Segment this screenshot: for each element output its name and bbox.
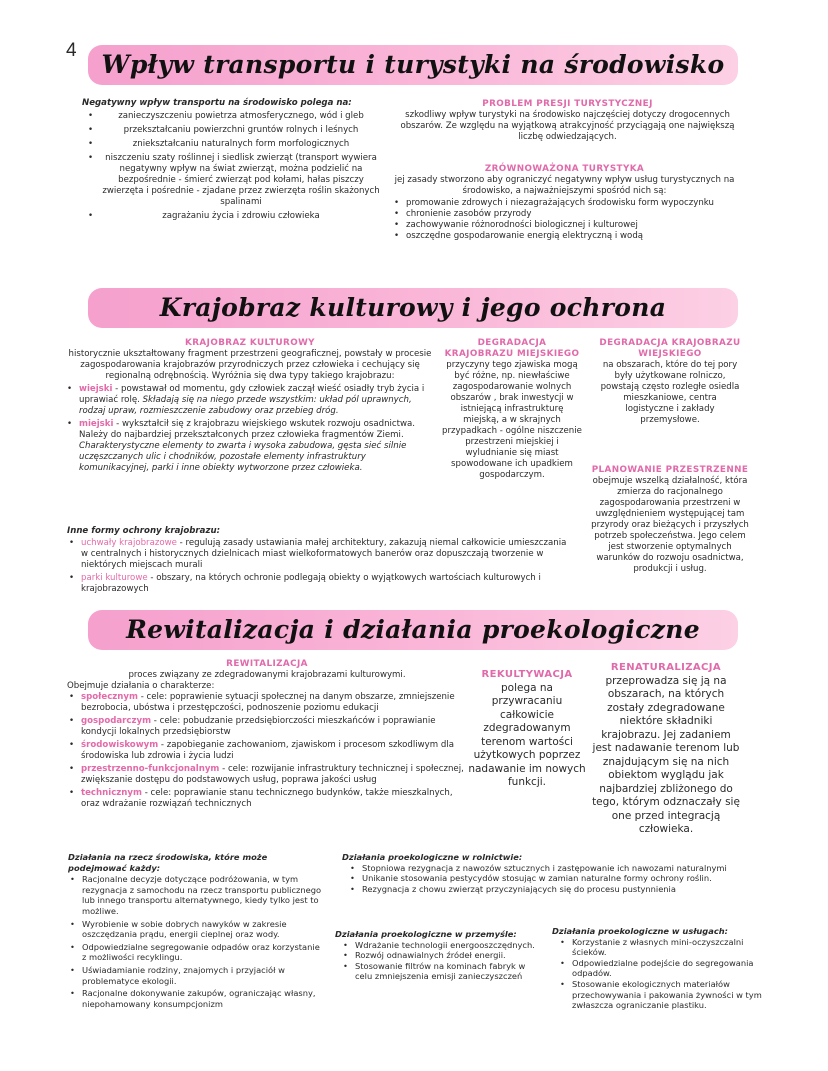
list-item: • Uświadamianie rodziny, znajomych i przyjaciół w problematyce ekologii. [68, 965, 326, 986]
degradacja-wiejska-block [598, 338, 742, 426]
degradacja-wiejska-heading: DEGRADACJA KRAJOBRAZU WIEJSKIEGO [599, 338, 741, 359]
section3-title: Rewitalizacja i działania proekologiczne [126, 615, 700, 644]
list-item: • Korzystanie z własnych mini-oczyszczalni ścieków. [558, 937, 764, 958]
list-item: • Wdrażanie technologii energooszczędnych. [341, 940, 543, 951]
parki-label: parki kulturowe [81, 573, 148, 583]
krajobraz-kulturowy-intro: historycznie ukształtowany fragment przestrzeni geograficznej, powstały w procesie zagospodarowania krajobrazów przyrodniczych przez człowieka i cechujący się regionalną odrębnością. Wyróżnia się dwa typy takiego krajobrazu: [68, 349, 432, 381]
spoleczny-text: - cele: poprawienie sytuacji społecznej na danym obszarze, zmniejszenie bezrobocia, ubóstwa i przestępczości, podnoszenie poziomu edukacji [81, 692, 455, 713]
list-item: • zagrażaniu życia i zdrowiu człowieka [86, 211, 382, 222]
list-item: • chronienie zasobów przyrody [392, 209, 737, 220]
transport-negative-list [82, 111, 382, 222]
techniczny-text: - cele: poprawianie stanu technicznego budynków, także mieszkalnych, oraz wdrażanie rozwiązań technicznych [81, 788, 453, 809]
rekultywacja-text: polega na przywracaniu całkowicie zdegradowanym terenom wartości użytkowych poprzez nadawanie im nowych funkcji. [468, 681, 586, 788]
gospodarczy-label: gospodarczym [81, 716, 152, 726]
rolnictwo-block [342, 852, 762, 894]
section1-title: Wpływ transportu i turystyki na środowisko [101, 50, 725, 79]
dzialania-kazdy-heading: Działania na rzecz środowiska, które może podejmować każdy: [68, 852, 268, 873]
zrownowazona-block [392, 164, 737, 242]
przestrzenny-text: - cele: rozwijanie infrastruktury technicznej i społecznej, zwiększanie dostępu do podstawowych usług, poprawa jakości usług [81, 764, 464, 785]
uchwaly-label: uchwały krajobrazowe [81, 538, 177, 548]
degradacja-wiejska-text: na obszarach, które do tej pory były użytkowane rolniczo, powstają często rozległe osiedla mieszkaniowe, centra logistyczne i zakłady przemysłowe. [600, 360, 740, 425]
list-item: • zniekształcaniu naturalnych form morfologicznych [86, 139, 382, 150]
degradacja-miejska-block [442, 338, 582, 481]
planowanie-heading: PLANOWANIE PRZESTRZENNE [591, 465, 749, 475]
spoleczny-label: społecznym [81, 692, 138, 702]
parki-text: - obszary, na których ochronie podlegają obiekty o wyjątkowych wartościach kulturowych i krajobrazowych [81, 573, 541, 594]
list-item: • niszczeniu szaty roślinnej i siedlisk zwierząt (transport wywiera negatywny wpływ na świat zwierząt, można podzielić na bezpośrednie - śmierć zwierząt pod kołami, hałas piszczy zwierzęta i pośrednie - zjadane przez zwierzęta roślin skażonych spalinami [86, 153, 382, 208]
section2-banner [88, 288, 738, 328]
list-item: • Odpowiedzialne podejście do segregowania odpadów. [558, 958, 764, 979]
rewitalizacja-intro1: proces związany ze zdegradowanymi krajobrazami kulturowymi. [128, 670, 406, 680]
presja-text: szkodliwy wpływ turystyki na środowisko najczęściej dotyczy drogocennych obszarów. Ze względu na wyjątkową atrakcyjność przyciągają one największą liczbę odwiedzających. [400, 110, 735, 142]
rekultywacja-block [468, 668, 586, 790]
przemysl-list [335, 940, 543, 982]
inne-formy-heading: Inne formy ochrony krajobrazu: [67, 526, 221, 536]
uchwaly-text: - regulują zasady ustawiania małej architektury, zakazują niemal całkowicie umieszczania w centralnych i historycznych dzielnicach miast wielkoformatowych banerów oraz dopuszczają tworzenie w niektórych miejscach murali [81, 538, 567, 570]
miejski-text: - wykształcił się z krajobrazu wiejskiego wskutek rozwoju osadnictwa. Należy do najbardziej przekształconych przez człowieka fragmentów Ziemi. [79, 419, 416, 440]
przemysl-block [335, 929, 543, 982]
list-item [67, 716, 467, 738]
inne-formy-block [67, 526, 567, 595]
rewitalizacja-heading: REWITALIZACJA [226, 659, 308, 669]
dzialania-kazdy-block [68, 852, 326, 1009]
renaturalizacja-heading: RENATURALIZACJA [610, 662, 722, 673]
planowanie-text: obejmuje wszelką działalność, która zmierza do racjonalnego zagospodarowania przestrzeni w uwzględnieniem występującej tam przyrody oraz bieżących i przyszłych potrzeb społeczeństwa. Jego celem jest stworzenie optymalnych warunków do rozwoju osadnictwa, produkcji i usług. [591, 476, 749, 574]
przemysl-heading: Działania proekologiczne w przemyśle: [335, 929, 517, 939]
miejski-label: miejski [79, 419, 114, 429]
section3-banner [88, 610, 738, 650]
wiejski-label: wiejski [79, 384, 113, 394]
list-item [67, 764, 467, 786]
list-item: • promowanie zdrowych i niezagrażających środowisku form wypoczynku [392, 198, 737, 209]
uslugi-heading: Działania proekologiczne w usługach: [552, 926, 728, 936]
zrownowazona-text: jej zasady stworzono aby ograniczyć negatywny wpływ usług turystycznych na środowisko, a najważniejszymi spośród nich są: [394, 175, 735, 196]
transport-negative-block [82, 98, 382, 222]
rolnictwo-heading: Działania proekologiczne w rolnictwie: [342, 852, 523, 862]
list-item: • przekształcaniu powierzchni gruntów rolnych i leśnych [86, 125, 382, 136]
krajobraz-kulturowy-heading: KRAJOBRAZ KULTUROWY [185, 338, 315, 348]
miejski-italic: Charakterystyczne elementy to zwarta i wysoka zabudowa, gęsta sieć silnie uczęszczanych ulic i chodników, pozostałe elementy infrastruktury komunikacyjnej, parki i inne obiekty wytworzone przez człowieka. [79, 441, 407, 473]
planowanie-block [588, 465, 752, 575]
list-item: • zachowywanie różnorodności biologicznej i kulturowej [392, 220, 737, 231]
list-item: • Unikanie stosowania pestycydów stosując w zamian naturalne formy ochrony roślin. [348, 873, 762, 884]
list-item: • zanieczyszczeniu powietrza atmosferycznego, wód i gleb [86, 111, 382, 122]
rewitalizacja-list [67, 692, 467, 810]
list-item: • Racjonalne dokonywanie zakupów, ograniczając własny, niepohamowany konsumpcjonizm [68, 988, 326, 1009]
list-item: • Stosowanie filtrów na kominach fabryk w celu zmniejszenia emisji zanieczyszczeń [341, 961, 543, 982]
krajobraz-types-list [65, 384, 435, 474]
page-number: 4 [66, 40, 77, 61]
krajobraz-kulturowy-block [65, 338, 435, 474]
section2-title: Krajobraz kulturowy i jego ochrona [159, 293, 667, 322]
list-item [67, 692, 467, 714]
list-item [67, 538, 567, 571]
srodowiskowy-text: - zapobieganie zachowaniom, zjawiskom i procesom szkodliwym dla środowiska lub zdrowia i życia ludzi [81, 740, 454, 761]
zrownowazona-list [392, 198, 737, 242]
uslugi-block [552, 926, 764, 1011]
degradacja-miejska-text: przyczyny tego zjawiska mogą być różne, np. niewłaściwe zagospodarowanie wolnych obszarów , brak inwestycji w istniejącą infrastrukturę miejską, a w skrajnych przypadkach - ogólne niszczenie przestrzeni miejskiej i wyludnianie się miast spowodowane ich upadkiem gospodarczym. [442, 360, 582, 480]
renaturalizacja-block [592, 661, 740, 837]
list-item [67, 740, 467, 762]
transport-negative-heading: Negatywny wpływ transportu na środowisko polega na: [82, 98, 352, 108]
list-item: • Rozwój odnawialnych źródeł energii. [341, 950, 543, 961]
list-item: • oszczędne gospodarowanie energią elektryczną i wodą [392, 231, 737, 242]
list-item: • Odpowiedzialne segregowanie odpadów oraz korzystanie z możliwości recyklingu. [68, 942, 326, 963]
wiejski-text: - powstawał od momentu, gdy człowiek zaczął wieść osiadły tryb życia i uprawiać rolę. [79, 384, 425, 405]
presja-block [395, 99, 740, 143]
list-item: • Racjonalne decyzje dotyczące podróżowania, w tym rezygnacja z samochodu na rzecz transportu publicznego lub innego transportu alternatywnego, kiedy tylko jest to możliwe. [68, 874, 326, 916]
list-item: • Stosowanie ekologicznych materiałów przechowywania i pakowania żywności w tym zwłaszcza ograniczanie plastiku. [558, 979, 764, 1011]
degradacja-miejska-heading: DEGRADACJA KRAJOBRAZU MIEJSKIEGO [444, 338, 580, 359]
rekultywacja-heading: REKULTYWACJA [481, 669, 573, 680]
rewitalizacja-block [67, 659, 467, 810]
list-item [67, 788, 467, 810]
list-item [65, 419, 435, 474]
rolnictwo-list [342, 863, 762, 895]
dzialania-kazdy-list [68, 874, 326, 1009]
przestrzenny-label: przestrzenno-funkcjonalnym [81, 764, 220, 774]
techniczny-label: technicznym [81, 788, 142, 798]
uslugi-list [552, 937, 764, 1011]
rewitalizacja-intro2: Obejmuje działania o charakterze: [67, 681, 215, 691]
gospodarczy-text: - cele: pobudzanie przedsiębiorczości mieszkańców i poprawianie kondycji lokalnych przedsiębiorstw [81, 716, 436, 737]
list-item: • Wyrobienie w sobie dobrych nawyków w zakresie oszczędzania prądu, energii cieplnej oraz wody. [68, 919, 326, 940]
renaturalizacja-text: przeprowadza się ją na obszarach, na których zostały zdegradowane niektóre składniki krajobrazu. Jej zadaniem jest nadawanie terenom lub znajdującym się na nich obiektom wyglądu jak najbardziej zbliżonego do tego, którym odznaczały się one przed integracją człowieka. [592, 674, 740, 835]
list-item [67, 573, 567, 595]
inne-formy-list [67, 538, 567, 595]
list-item: • Stopniowa rezygnacja z nawozów sztucznych i zastępowanie ich nawozami naturalnymi [348, 863, 762, 874]
section1-banner [88, 45, 738, 85]
list-item [65, 384, 435, 417]
zrownowazona-heading: ZRÓWNOWAŻONA TURYSTYKA [484, 164, 645, 174]
list-item: • Rezygnacja z chowu zwierząt przyczyniających się do procesu pustynnienia [348, 884, 762, 895]
wiejski-italic: Składają się na niego przede wszystkim: układ pól uprawnych, rodzaj upraw, rozmieszczenie zabudowy oraz przebieg dróg. [79, 395, 412, 416]
srodowiskowy-label: środowiskowym [81, 740, 159, 750]
presja-heading: PROBLEM PRESJI TURYSTYCZNEJ [482, 99, 653, 109]
